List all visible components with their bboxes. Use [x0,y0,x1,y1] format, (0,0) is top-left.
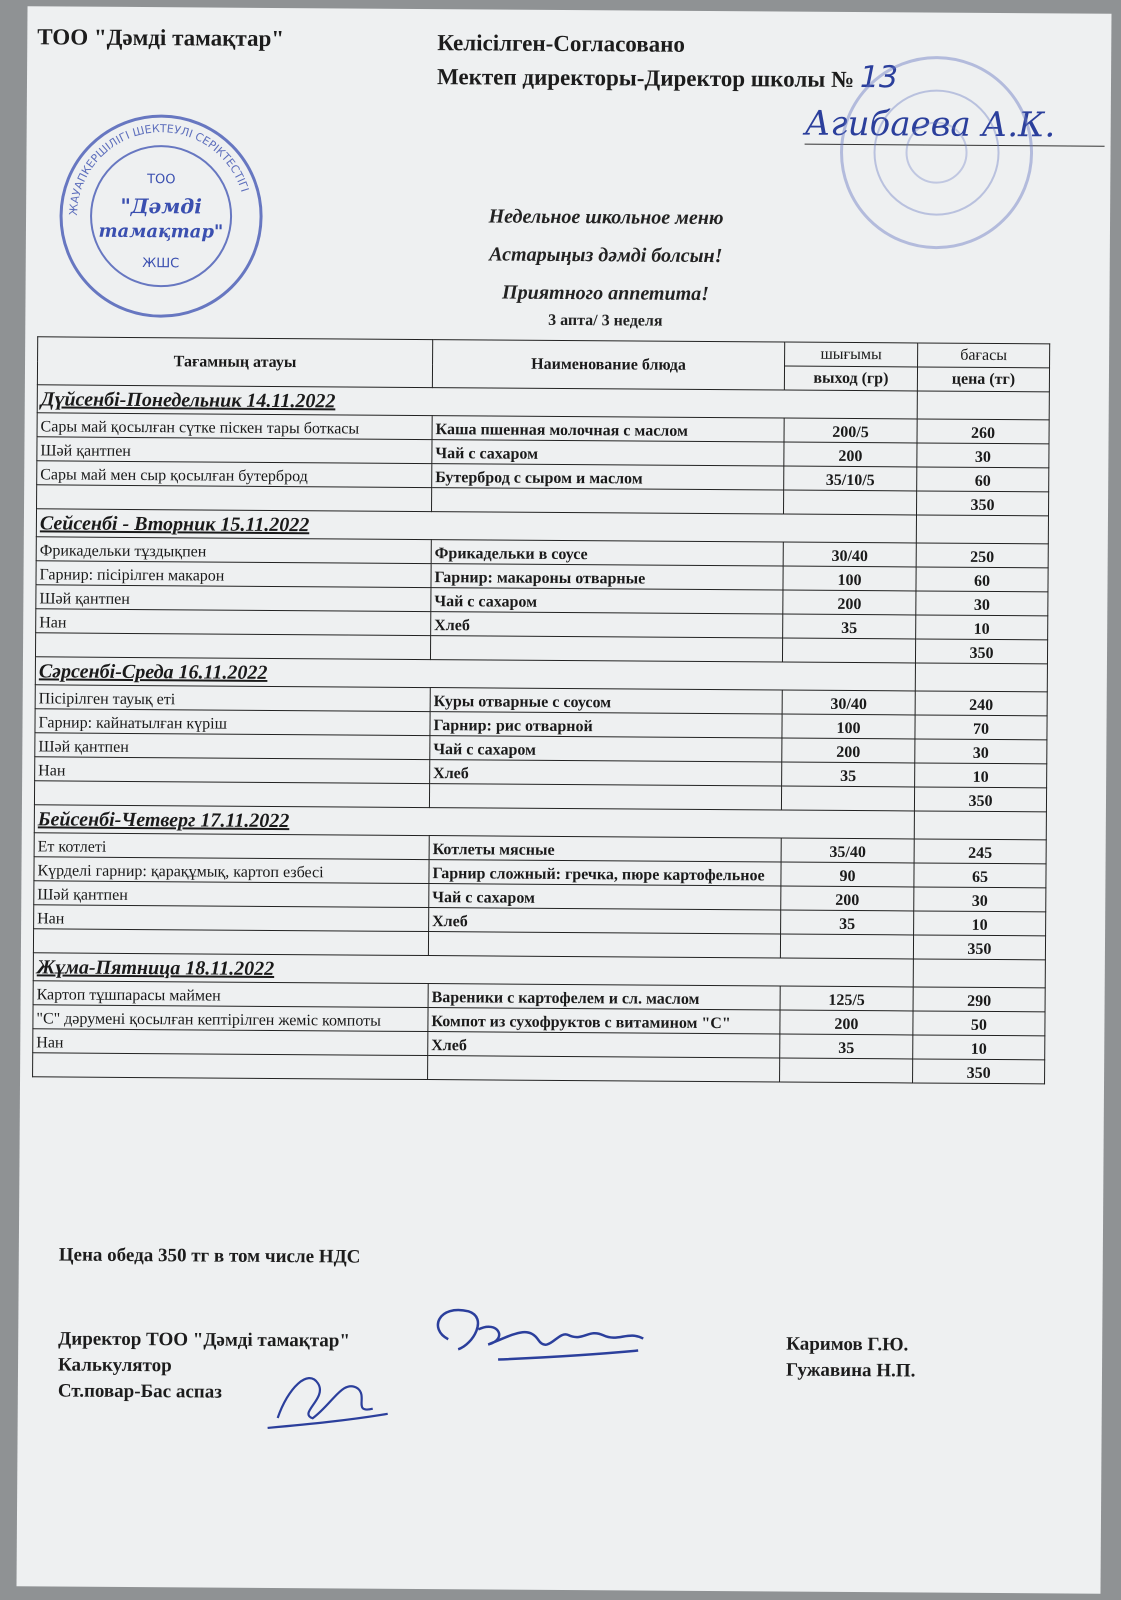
stamp-bottom: ЖШС [142,256,180,272]
dish-name-ru: Компот из сухофруктов с витамином "С" [428,1008,780,1034]
dish-name-kz: Шәй қантпен [35,733,430,760]
empty-cell [33,1053,428,1080]
day-title: Жұма-Пятница 18.11.2022 [33,953,913,987]
price-note: Цена обеда 350 тг в том числе НДС [58,1244,361,1268]
dish-yield: 200 [780,1010,913,1035]
dish-name-ru: Хлеб [431,612,783,638]
dish-name-kz: Ет котлеті [34,833,429,860]
dish-price: 290 [913,987,1045,1012]
dish-name-kz: Шәй қантпен [36,585,431,612]
dish-yield: 30/40 [783,542,916,567]
dish-yield: 100 [782,714,915,739]
header-row-1 [38,337,1050,368]
menu-sheet [16,6,1111,1594]
empty-cell [782,638,915,663]
school-number: 13 [859,60,899,96]
dish-name-ru: Гарнир: рис отварной [430,712,782,738]
col-yield-ru: выход (гр) [784,366,917,391]
dish-yield: 35 [782,762,915,787]
director-signature [418,1299,659,1391]
dish-price: 60 [916,567,1048,592]
col-price-kz: бағасы [918,343,1050,368]
empty-cell [33,929,428,956]
dish-price: 260 [917,419,1049,444]
dish-yield: 200 [781,886,914,911]
empty-cell [429,784,781,810]
dish-name-ru: Чай с сахаром [429,884,781,910]
empty-cell [915,663,1047,692]
dish-yield: 35/10/5 [784,466,917,491]
col-name-kz: Тағамның атауы [37,337,432,388]
dish-name-ru: Котлеты мясные [429,836,781,862]
empty-cell [430,636,782,662]
empty-cell [914,811,1046,840]
wish-kz: Астарыңыз дәмді болсын! [489,243,723,268]
day-total: 350 [913,935,1045,960]
dish-price: 60 [917,467,1049,492]
name-director: Каримов Г.Ю. [786,1333,909,1356]
dish-price: 30 [916,591,1048,616]
dish-name-ru: Бутерброд с сыром и маслом [432,464,784,490]
dish-name-ru: Гарнир сложный: гречка, пюре картофельное [429,860,781,886]
dish-name-kz: Нан [36,609,431,636]
approved-label: Келісілген-Согласовано [437,30,686,57]
empty-cell [432,488,784,514]
dish-name-kz: Шәй қантпен [37,437,432,464]
day-title: Сәрсенбі-Среда 16.11.2022 [35,657,915,691]
menu-title: Недельное школьное меню [488,205,724,230]
dish-yield: 35 [783,614,916,639]
footer-names [786,1332,916,1385]
dish-price: 250 [916,543,1048,568]
empty-cell [916,515,1048,544]
stamp-name-line2: тамақтар" [98,220,224,243]
dish-price: 10 [914,911,1046,936]
dish-name-kz: Күрделі гарнир: қарақұмық, картоп езбесі [34,857,429,884]
dish-yield: 200 [784,442,917,467]
wish-ru: Приятного аппетита! [502,281,710,305]
empty-cell [428,1056,780,1082]
dish-name-kz: Фрикадельки тұздықпен [36,537,431,564]
day-title: Бейсенбі-Четверг 17.11.2022 [34,805,914,839]
col-price-ru: цена (тг) [917,367,1049,392]
dish-name-kz: Нан [35,757,430,784]
dish-price: 10 [916,615,1048,640]
day-total: 350 [914,787,1046,812]
dish-name-kz: "С" дәрумені қосылған кептірілген жеміс компоты [33,1005,428,1032]
dish-name-ru: Гарнир: макароны отварные [431,564,783,590]
empty-cell [428,932,780,958]
dish-yield: 35/40 [781,838,914,863]
dish-name-ru: Вареники с картофелем и сл. маслом [428,984,780,1010]
day-title: Дүйсенбі-Понедельник 14.11.2022 [37,385,917,419]
dish-yield: 125/5 [780,986,913,1011]
dish-name-kz: Пісірілген тауық еті [35,685,430,712]
dish-name-kz: Сары май мен сыр қосылған бутерброд [37,461,432,488]
day-total: 350 [915,639,1047,664]
menu-body [33,385,1050,1084]
role-calculator: Калькулятор [57,1354,172,1377]
dish-name-kz: Гарнир: пісірілген макарон [36,561,431,588]
approver-signature: Агибаева А.К. [805,104,1105,147]
empty-cell [781,786,914,811]
dish-yield: 100 [783,566,916,591]
company-name: ТОО "Дәмді тамақтар" [37,24,285,52]
dish-price: 30 [917,443,1049,468]
menu-table [32,336,1050,1084]
dish-price: 240 [915,691,1047,716]
empty-cell [34,781,429,808]
empty-cell [913,959,1045,988]
empty-cell [784,490,917,515]
day-title: Сейсенбі - Вторник 15.11.2022 [36,509,916,543]
dish-price: 50 [913,1011,1045,1036]
col-name-ru: Наименование блюда [432,340,784,390]
dish-name-ru: Фрикадельки в соусе [431,540,783,566]
dish-yield: 200 [782,738,915,763]
stamp-outer-text: ЖАУАПКЕРШІЛІГІ ШЕКТЕУЛІ СЕРІКТЕСТІГІ [66,122,252,216]
dish-name-ru: Чай с сахаром [430,736,782,762]
dish-price: 65 [914,863,1046,888]
dish-yield: 35 [780,1034,913,1059]
dish-name-kz: Нан [33,1029,428,1056]
empty-cell [37,485,432,512]
empty-cell [780,934,913,959]
stamp-top: ТОО [147,172,176,188]
approval-block [437,27,898,96]
school-stamp [836,52,1037,253]
dish-name-kz: Шәй қантпен [34,881,429,908]
name-calculator: Гужавина Н.П. [785,1359,916,1382]
day-total: 350 [913,1059,1045,1084]
empty-cell [917,391,1049,420]
dish-name-kz: Картоп тұшпарасы маймен [33,981,428,1008]
company-stamp [55,110,266,321]
dish-name-ru: Хлеб [430,760,782,786]
empty-cell [35,633,430,660]
dish-price: 30 [914,887,1046,912]
dish-name-ru: Каша пшенная молочная с маслом [432,416,784,442]
dish-name-ru: Куры отварные с соусом [430,688,782,714]
stamp-name-line1: "Дәмді [120,193,202,219]
col-yield-kz: шығымы [785,342,918,367]
chef-signature [258,1358,399,1439]
dish-price: 10 [915,763,1047,788]
dish-price: 70 [915,715,1047,740]
dish-yield: 35 [781,910,914,935]
dish-price: 10 [913,1035,1045,1060]
dish-yield: 90 [781,862,914,887]
week-label: 3 апта/ 3 неделя [548,311,663,330]
dish-yield: 200/5 [784,418,917,443]
dish-name-ru: Чай с сахаром [431,588,783,614]
dish-name-kz: Сары май қосылған сүтке піскен тары боткасы [37,413,432,440]
dish-price: 245 [914,839,1046,864]
dish-name-ru: Хлеб [429,908,781,934]
dish-name-kz: Гарнир: кайнатылған күріш [35,709,430,736]
dish-name-kz: Нан [34,905,429,932]
empty-cell [780,1058,913,1083]
dish-price: 30 [915,739,1047,764]
director-line: Мектеп директоры-Директор школы № 13 [436,60,899,96]
day-total: 350 [916,491,1048,516]
dish-yield: 30/40 [782,690,915,715]
role-chef: Ст.повар-Бас аспаз [57,1380,222,1403]
dish-yield: 200 [783,590,916,615]
dish-name-ru: Чай с сахаром [432,440,784,466]
dish-name-ru: Хлеб [428,1032,780,1058]
role-director: Директор ТОО "Дәмді тамақтар" [58,1328,351,1352]
